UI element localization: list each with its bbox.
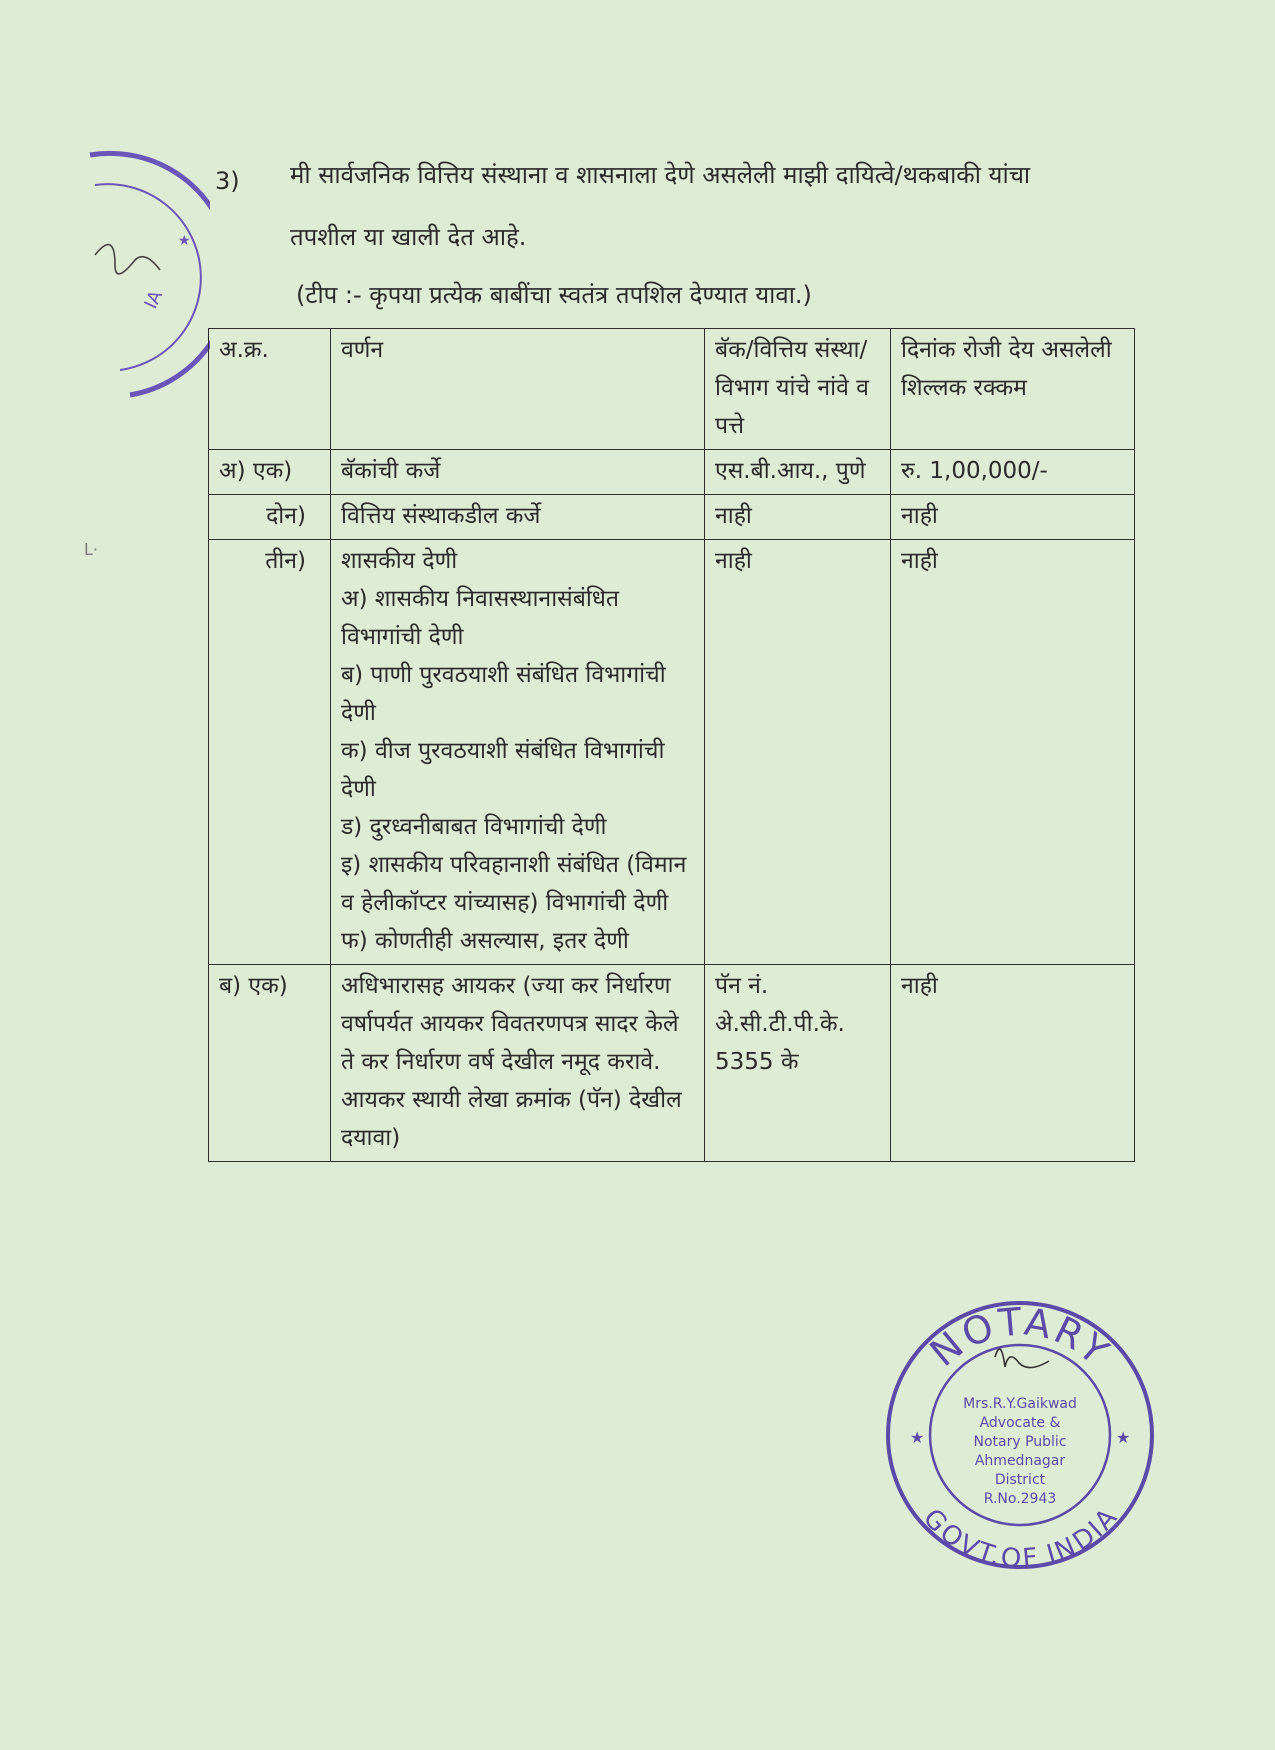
svg-text:IA: IA: [140, 287, 167, 313]
table-row: [209, 540, 1135, 965]
sub-item: ड) दुरध्वनीबाबत विभागांची देणी: [341, 814, 607, 840]
row-amount: नाही: [891, 495, 1135, 540]
row-amount: नाही: [891, 965, 1135, 1162]
seal-line: R.No.2943: [983, 1491, 1057, 1507]
liabilities-table: [208, 328, 1135, 1162]
row-description: [331, 540, 705, 965]
row-bank: नाही: [705, 495, 891, 540]
header-description: वर्णन: [331, 329, 705, 450]
header-bank: बॅक/वित्तिय संस्था/विभाग यांचे नांवे व पत्ते: [705, 329, 891, 450]
sub-item: फ) कोणतीही असल्यास, इतर देणी: [341, 928, 629, 954]
note-line: (टीप :- कृपया प्रत्येक बाबींचा स्वतंत्र तपशिल देण्यात यावा.): [296, 281, 812, 309]
intro-line-2: तपशील या खाली देत आहे.: [290, 223, 527, 251]
seal-line: Ahmednagar: [974, 1453, 1066, 1469]
pen-mark-icon: ᒪ·: [84, 540, 98, 559]
svg-text:★: ★: [1116, 1428, 1131, 1447]
seal-line: Notary Public: [973, 1434, 1067, 1450]
row-bank: पॅन नं. अे.सी.टी.पी.के. 5355 के: [705, 965, 891, 1162]
svg-text:★: ★: [910, 1428, 925, 1447]
table-header-row: [209, 329, 1135, 450]
row-description: वित्तिय संस्थाकडील कर्जे: [331, 495, 705, 540]
header-amount: दिनांक रोजी देय असलेली शिल्लक रक्कम: [891, 329, 1135, 450]
seal-top-text: NOTARY: [921, 1299, 1119, 1376]
row-serial: दोन): [209, 495, 331, 540]
svg-text:★: ★: [178, 233, 191, 249]
seal-bottom-text: GOVT.OF INDIA: [916, 1503, 1124, 1575]
row-serial: ब) एक): [209, 965, 331, 1162]
intro-line-1: मी सार्वजनिक वित्तिय संस्थाना व शासनाला देणे असलेली माझी दायित्वे/थकबाकी यांचा: [290, 161, 1031, 189]
table-row: [209, 450, 1135, 495]
row-serial: अ) एक): [209, 450, 331, 495]
header-serial: अ.क्र.: [209, 329, 331, 450]
row-bank: एस.बी.आय., पुणे: [705, 450, 891, 495]
row-description-title: शासकीय देणी: [341, 548, 458, 574]
sub-item: ब) पाणी पुरवठयाशी संबंधित विभागांची देणी: [341, 662, 666, 726]
table-row: [209, 965, 1135, 1162]
sub-item: अ) शासकीय निवासस्थानासंबंधित विभागांची देणी: [341, 586, 620, 650]
row-bank: नाही: [705, 540, 891, 965]
row-amount: नाही: [891, 540, 1135, 965]
seal-line: District: [994, 1472, 1046, 1488]
row-amount: रु. 1,00,000/-: [891, 450, 1135, 495]
row-serial: तीन): [209, 540, 331, 965]
sub-item: इ) शासकीय परिवहानाशी संबंधित (विमान व हेलीकॉप्टर यांच्यासह) विभागांची देणी: [341, 852, 687, 916]
seal-line: Mrs.R.Y.Gaikwad: [963, 1396, 1077, 1412]
sub-item: क) वीज पुरवठयाशी संबंधित विभागांची देणी: [341, 738, 665, 802]
svg-text:GOVT.OF INDIA: [917, 1503, 1124, 1574]
row-description: बॅकांची कर्जे: [331, 450, 705, 495]
left-stamp-icon: [40, 140, 210, 410]
table-row: [209, 495, 1135, 540]
section-number: 3): [215, 167, 240, 195]
row-description: अधिभारासह आयकर (ज्या कर निर्धारण वर्षापर्यत आयकर विवतरणपत्र सादर केले ते कर निर्धारण वर्ष देखील नमूद करावे. आयकर स्थायी लेखा क्रमांक (पॅन) देखील दयावा): [331, 965, 705, 1162]
seal-line: Advocate &: [979, 1415, 1061, 1431]
